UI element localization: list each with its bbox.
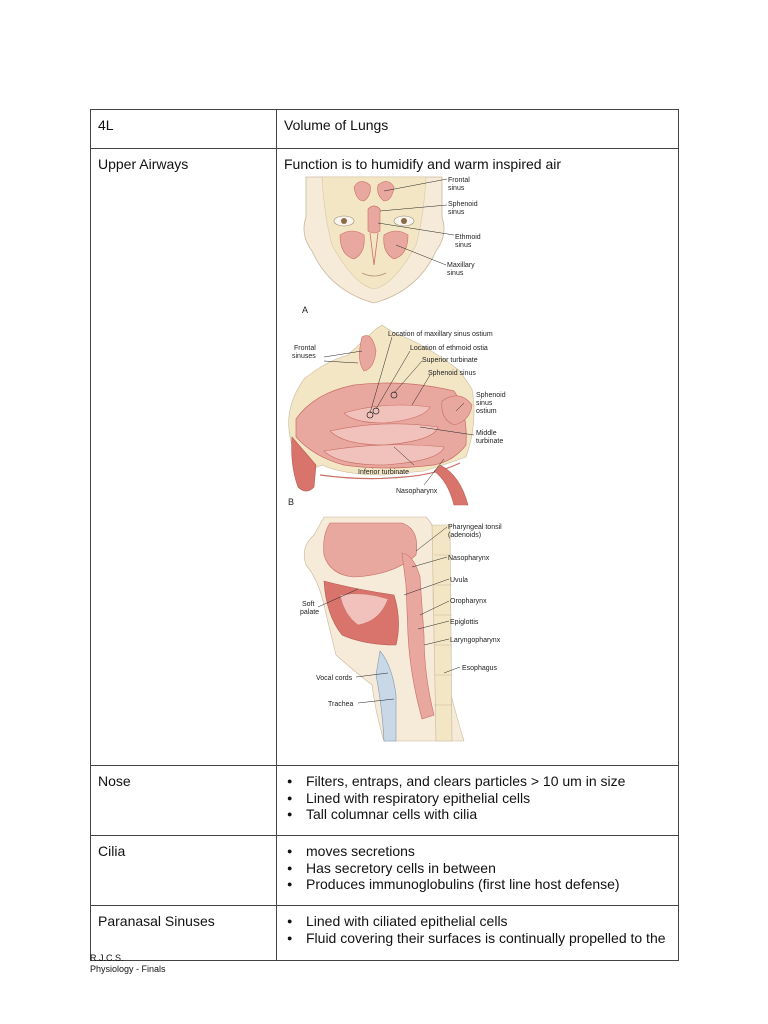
soft-palate-label: Soft xyxy=(302,601,315,608)
sphenoid-ostium-label-line2: sinus xyxy=(476,400,493,407)
uvula-label: Uvula xyxy=(450,577,468,584)
epiglottis-label: Epiglottis xyxy=(450,619,479,626)
oropharynx-label: Oropharynx xyxy=(450,598,487,605)
table-row xyxy=(91,836,679,906)
footer-course: Physiology - Finals xyxy=(90,964,166,974)
maxillary-ostium-label: Location of maxillary sinus ostium xyxy=(388,331,493,338)
bullet-list xyxy=(284,773,672,823)
soft-palate-label-line2: palate xyxy=(300,609,320,616)
maxillary-sinus-label: Maxillary xyxy=(447,262,475,269)
description-cell xyxy=(277,766,679,836)
panel-a-letter: A xyxy=(302,305,309,315)
list-item: ● Lined with respiratory epithelial cells xyxy=(284,790,672,807)
nasopharynx-b-label: Nasopharynx xyxy=(396,488,438,495)
ethmoid-ostia-label: Location of ethmoid ostia xyxy=(410,345,488,352)
middle-turbinate-label: Middle xyxy=(476,430,497,437)
list-item: ● Produces immunoglobulins (first line host defense) xyxy=(284,876,672,893)
upper-airway-figure xyxy=(284,175,524,753)
frontal-sinus-label-line2: sinus xyxy=(448,185,465,192)
description-cell: Volume of Lungs xyxy=(277,110,679,149)
list-item: ● moves secretions xyxy=(284,843,672,860)
panel-b-nasal-cavity-diagram xyxy=(289,325,474,505)
panel-a-face-diagram xyxy=(304,177,454,303)
pharyngeal-tonsil-label: Pharyngeal tonsil xyxy=(448,524,502,531)
esophagus-label: Esophagus xyxy=(462,665,498,672)
term-cell: Upper Airways xyxy=(91,149,277,766)
description-cell xyxy=(277,149,679,766)
panel-b-letter: B xyxy=(288,497,295,507)
term-cell: Nose xyxy=(91,766,277,836)
frontal-sinuses-label: Frontal xyxy=(294,345,316,352)
ethmoid-sinus-label: Ethmoid xyxy=(455,234,481,241)
vocal-cords-label: Vocal cords xyxy=(316,675,353,682)
bullet-list xyxy=(284,913,672,946)
sphenoid-ostium-label: Sphenoid xyxy=(476,392,506,399)
table-row xyxy=(91,906,679,961)
term-cell: Cilia xyxy=(91,836,277,906)
table-row xyxy=(91,149,679,766)
airway-anatomy-illustration xyxy=(284,175,524,750)
page-footer xyxy=(90,953,166,975)
list-item: ● Tall columnar cells with cilia xyxy=(284,806,672,823)
sphenoid-sinus-label-line2: sinus xyxy=(448,209,465,216)
description-cell xyxy=(277,906,679,961)
nasopharynx-c-label: Nasopharynx xyxy=(448,555,490,562)
description-text: Function is to humidify and warm inspired air xyxy=(284,156,562,172)
ethmoid-sinus-label-line2: sinus xyxy=(455,242,472,249)
description-cell xyxy=(277,836,679,906)
term-cell: Paranasal Sinuses xyxy=(91,906,277,961)
laryngopharynx-label: Laryngopharynx xyxy=(450,637,501,644)
bullet-list xyxy=(284,843,672,893)
term-cell: 4L xyxy=(91,110,277,149)
table-row xyxy=(91,766,679,836)
sphenoid-sinus-label: Sphenoid xyxy=(448,201,478,208)
table-row xyxy=(91,110,679,149)
pharyngeal-tonsil-label-line2: (adenoids) xyxy=(448,532,482,539)
superior-turbinate-label: Superior turbinate xyxy=(422,357,478,364)
list-item: ● Fluid covering their surfaces is continually propelled to the xyxy=(284,930,672,947)
list-item: ● Lined with ciliated epithelial cells xyxy=(284,913,672,930)
notes-table xyxy=(90,109,679,961)
maxillary-sinus-label-line2: sinus xyxy=(447,270,464,277)
inferior-turbinate-label: Inferior turbinate xyxy=(358,469,409,476)
frontal-sinus-label: Frontal xyxy=(448,177,470,184)
trachea-label: Trachea xyxy=(328,701,354,708)
footer-initials: R.J.C.S. xyxy=(90,953,124,963)
frontal-sinuses-label-line2: sinuses xyxy=(292,353,316,360)
list-item: ● Filters, entraps, and clears particles > 10 um in size xyxy=(284,773,672,790)
sphenoid-sinus-b-label: Sphenoid sinus xyxy=(428,370,476,377)
middle-turbinate-label-line2: turbinate xyxy=(476,438,504,445)
sphenoid-ostium-label-line3: ostium xyxy=(476,408,497,415)
list-item: ● Has secretory cells in between xyxy=(284,860,672,877)
